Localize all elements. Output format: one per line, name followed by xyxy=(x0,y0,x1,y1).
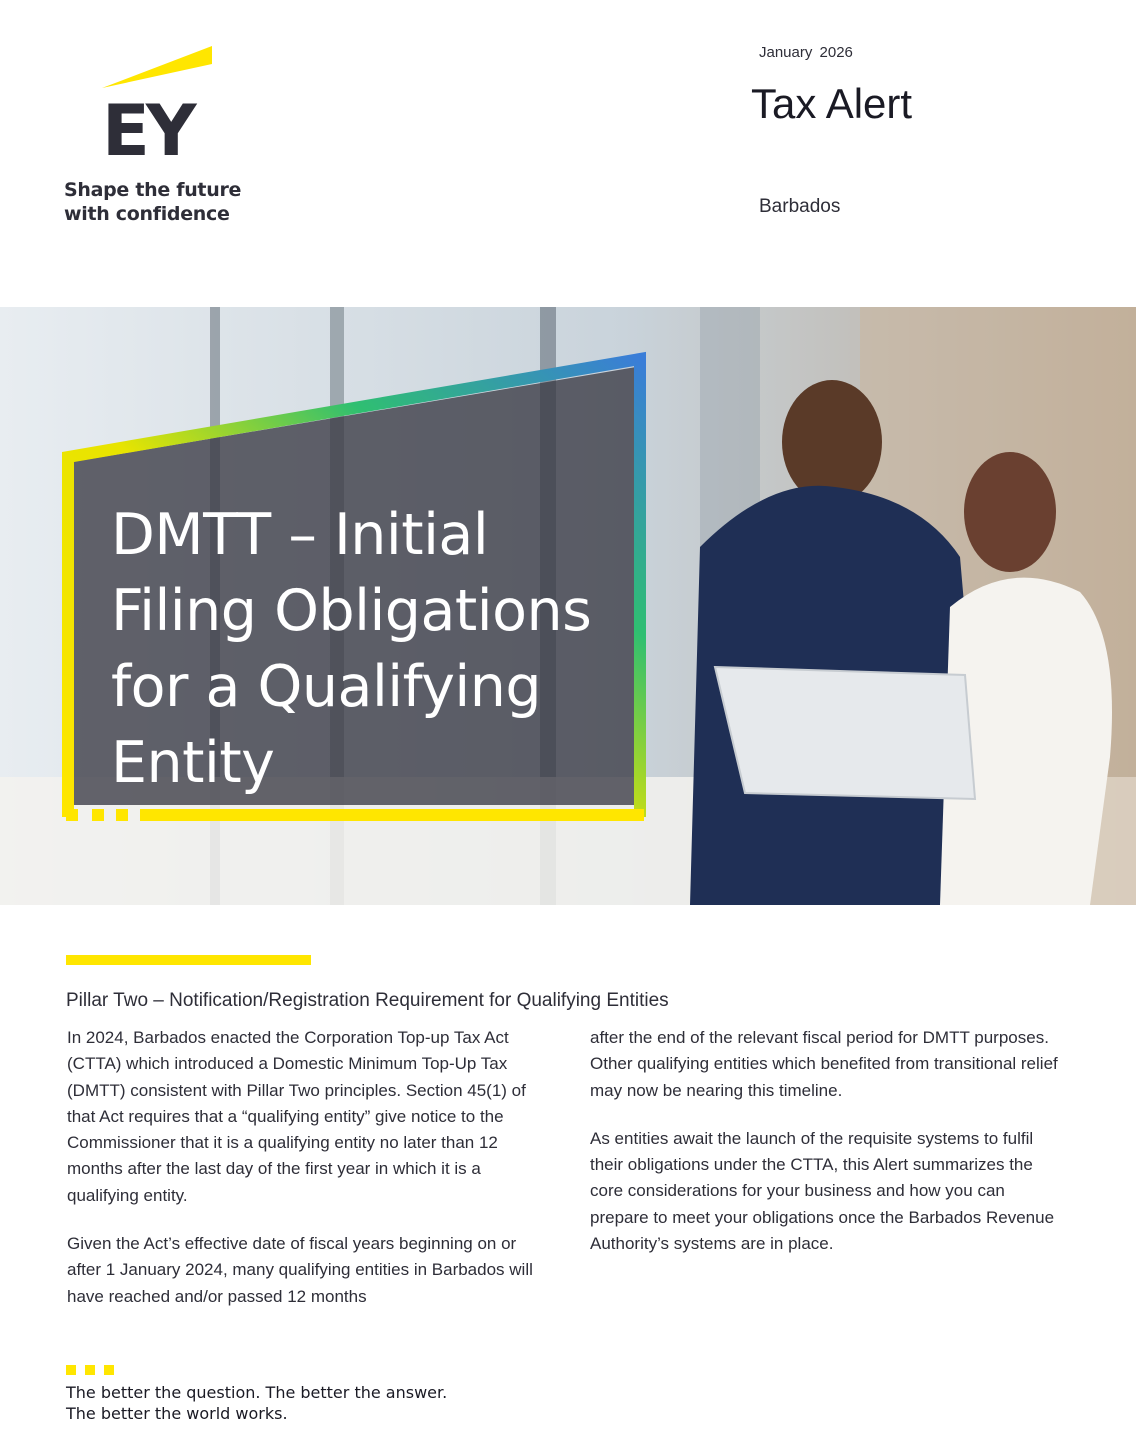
publication-date: January 2026 xyxy=(759,44,853,61)
accent-rule xyxy=(66,955,311,965)
country-label: Barbados xyxy=(759,196,841,217)
footer-tagline xyxy=(66,1382,447,1424)
hero-title-line-3: for a Qualifying xyxy=(111,654,542,720)
dot-icon xyxy=(85,1365,95,1375)
dot-icon xyxy=(66,1365,76,1375)
hero-title-line-2: Filing Obligations xyxy=(111,578,592,644)
column-left xyxy=(67,1025,537,1332)
ey-logo xyxy=(62,44,262,234)
hero-title-line-1: DMTT – Initial xyxy=(111,502,489,568)
publication-title: Tax Alert xyxy=(751,80,913,127)
paragraph: Given the Act’s effective date of fiscal years beginning on or after 1 January 2024, many qualifying entities in Barbados will have reached and/or passed 12 months xyxy=(67,1234,533,1306)
dot-icon xyxy=(104,1365,114,1375)
paragraph: In 2024, Barbados enacted the Corporation Top-up Tax Act (CTTA) which introduced a Domestic Minimum Top-Up Tax (DMTT) consistent with Pillar Two principles. Section 45(1) of that Act requires that a “qualifying entity” give notice to the Commissioner that it is a qualifying entity no later than 12 months after the last day of the first year in which it is a qualifying entity. xyxy=(67,1028,526,1205)
column-right xyxy=(590,1025,1060,1279)
footer-line-1: The better the question. The better the answer. xyxy=(66,1383,448,1402)
logo-tagline xyxy=(64,178,241,226)
hero-title-line-4: Entity xyxy=(111,730,275,796)
tagline-line-2: with confidence xyxy=(64,203,230,225)
paragraph: after the end of the relevant fiscal period for DMTT purposes. Other qualifying entities which benefited from transitional relief may now be nearing this timeline. xyxy=(590,1028,1058,1100)
footer-line-2: The better the world works. xyxy=(66,1404,288,1423)
hero-banner xyxy=(0,307,1136,905)
footer-dots xyxy=(66,1362,123,1380)
hero-title xyxy=(111,497,631,801)
logo-wordmark: EY xyxy=(102,90,193,172)
section-heading: Pillar Two – Notification/Registration Requirement for Qualifying Entities xyxy=(66,990,669,1011)
tagline-line-1: Shape the future xyxy=(64,179,242,201)
paragraph: As entities await the launch of the requisite systems to fulfil their obligations under the CTTA, this Alert summarizes the core considerations for your business and how you can prepare to meet your obligations once the Barbados Revenue Authority’s systems are in place. xyxy=(590,1128,1055,1254)
